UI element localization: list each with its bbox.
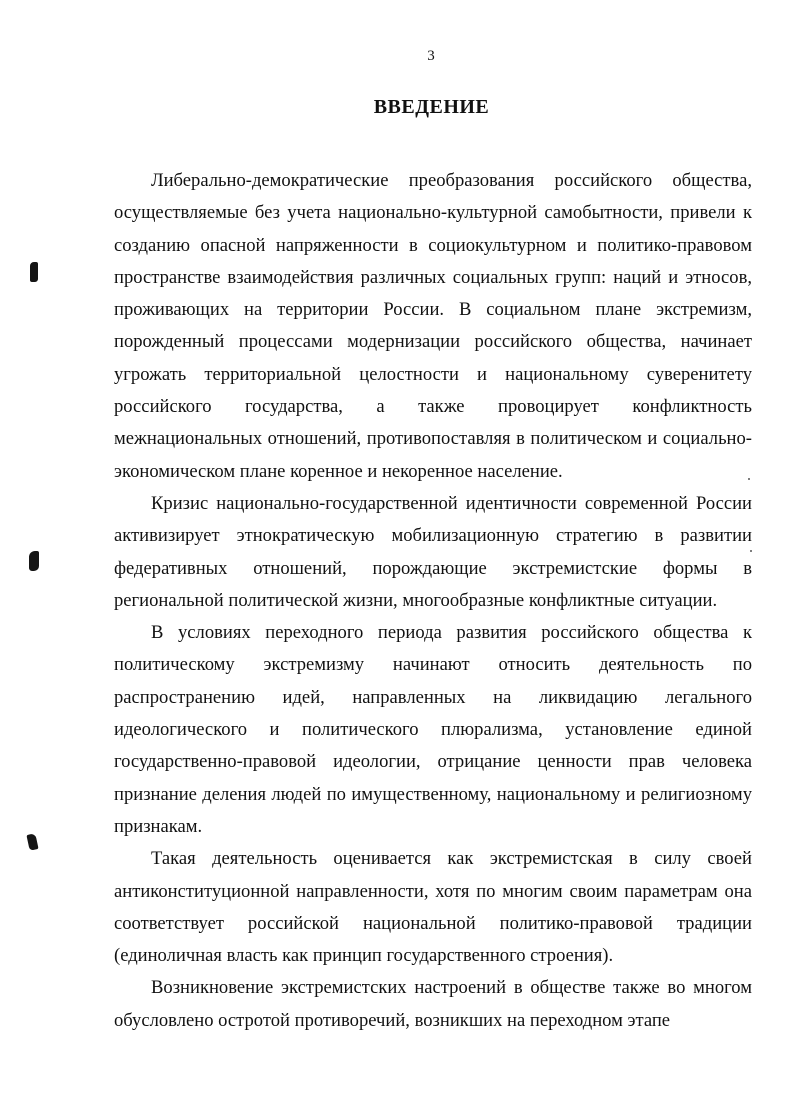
- paragraph-5: Возникновение экстремистских настроений в обществе также во многом обусловлено остротой противоречий, возникших на переходном этапе: [114, 977, 752, 1031]
- page-number: [0, 48, 793, 65]
- body-text: [114, 165, 752, 1037]
- page-number-text: 3: [427, 48, 435, 64]
- scan-speck: [748, 478, 750, 480]
- paragraph-2: Кризис национально-государственной идентичности современной России активизирует этнократическую мобилизационную стратегию в развитии федеративных отношений, порождающие экстремистские формы в региональной политической жизни, многообразные конфликтные ситуации.: [114, 492, 752, 611]
- binding-hole-mark: [26, 833, 38, 851]
- page-title: ВВЕДЕНИЕ: [373, 96, 490, 118]
- binding-hole-mark: [29, 551, 39, 571]
- paragraph-1: Либерально-демократические преобразования российского общества, осуществляемые без учета национально-культурной самобытности, привели к созданию опасной напряженности в социокультурном и политико-правовом пространстве взаимодействия различных социальных групп: наций и этносов, проживающих на территории России. В социальном плане экстремизм, порожденный процессами модернизации российского общества, начинает угрожать территориальной целостности и национальному суверенитету российского государства, а также провоцирует конфликтность межнациональных отношений, противопоставляя в политическом и социально-экономическом плане коренное и некоренное население.: [114, 170, 752, 482]
- paragraph-4: Такая деятельность оценивается как экстремистская в силу своей антиконституционной направленности, хотя по многим своим параметрам она соответствует российской национальной политико-правовой традиции (единоличная власть как принцип государственного строения).: [114, 848, 752, 967]
- binding-hole-mark: [30, 262, 38, 282]
- scan-speck: [750, 550, 752, 552]
- paragraph-3: В условиях переходного периода развития российского общества к политическому экстремизму начинают относить деятельность по распространению идей, направленных на ликвидацию легального идеологического и политического плюрализма, установление единой государственно-правовой идеологии, отрицание ценности прав человека признание деления людей по имущественному, национальному и религиозному признакам.: [114, 622, 752, 837]
